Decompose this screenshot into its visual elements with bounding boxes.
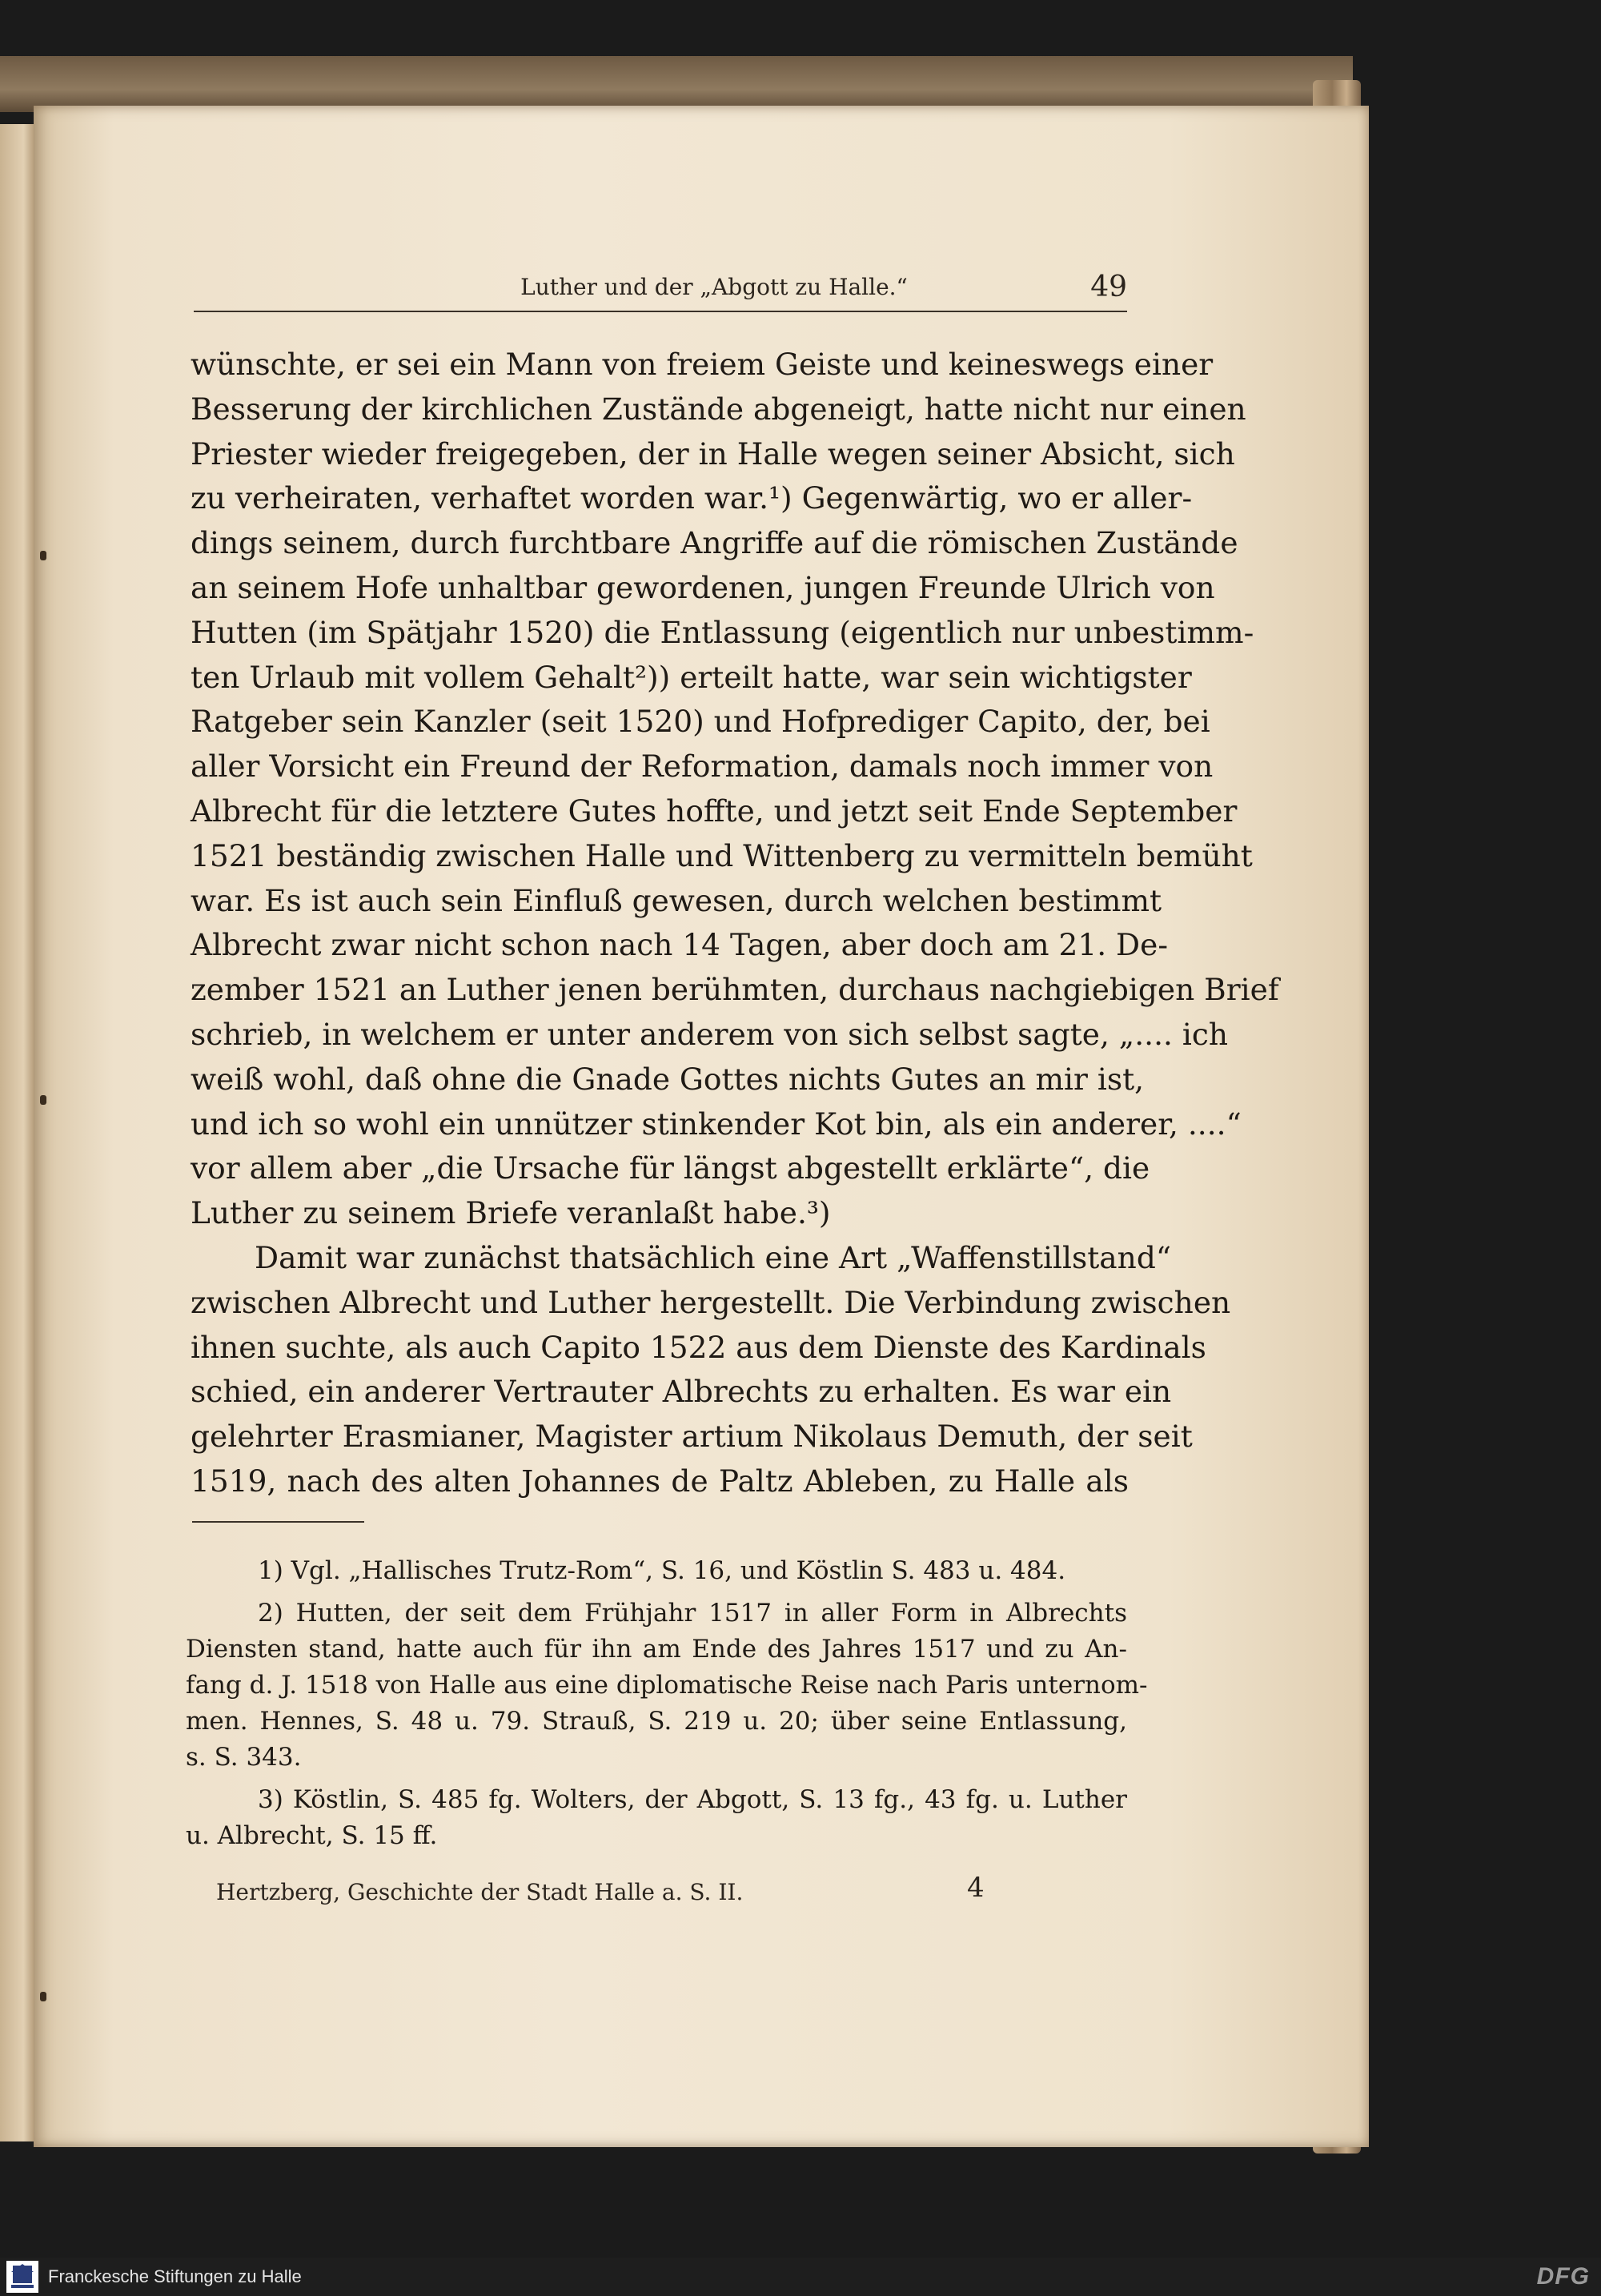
footnotes bbox=[186, 1553, 1148, 1854]
footnote-line: s. S. 343. bbox=[186, 1743, 302, 1772]
text-line: zwischen Albrecht und Luther hergestellt. Die Verbindung zwischen bbox=[191, 1284, 1231, 1320]
text-line: zember 1521 an Luther jenen berühmten, durchaus nachgiebigen Brief bbox=[191, 972, 1279, 1008]
page-number: 49 bbox=[1090, 271, 1127, 303]
left-page-edge bbox=[0, 124, 34, 2141]
text-line: Albrecht für die letztere Gutes hoffte, und jetzt seit Ende September bbox=[191, 793, 1238, 829]
text-line: ten Urlaub mit vollem Gehalt²)) erteilt hatte, war sein wichtigster bbox=[191, 659, 1192, 695]
text-line: Priester wieder freigegeben, der in Halle wegen seiner Absicht, sich bbox=[191, 436, 1235, 472]
text-line: wünschte, er sei ein Mann von freiem Geiste und keineswegs einer bbox=[191, 347, 1214, 382]
text-line: Damit war zunächst thatsächlich eine Art „Waffenstillstand“ bbox=[255, 1239, 1171, 1275]
binding-hole bbox=[40, 1095, 46, 1105]
text-line: ihnen suchte, als auch Capito 1522 aus dem Dienste des Kardinals bbox=[191, 1329, 1206, 1365]
dfg-logo: DFG bbox=[1536, 2263, 1590, 2290]
text-line: an seinem Hofe unhaltbar gewordenen, jungen Freunde Ulrich von bbox=[191, 569, 1215, 605]
binding-hole bbox=[40, 551, 46, 560]
text-line: Albrecht zwar nicht schon nach 14 Tagen, aber doch am 21. De- bbox=[191, 927, 1168, 963]
footnote-line: Diensten stand, hatte auch für ihn am Ende des Jahres 1517 und zu An- bbox=[186, 1635, 1127, 1664]
footnote-line: 3) Köstlin, S. 485 fg. Wolters, der Abgott, S. 13 fg., 43 fg. u. Luther bbox=[258, 1785, 1127, 1814]
text-line: Ratgeber sein Kanzler (seit 1520) und Hofprediger Capito, der, bei bbox=[191, 704, 1210, 740]
text-line: und ich so wohl ein unnützer stinkender Kot bin, als ein anderer, ....“ bbox=[191, 1106, 1242, 1142]
text-line: 1519, nach des alten Johannes de Paltz Ableben, zu Halle als bbox=[191, 1463, 1129, 1499]
footnote-rule bbox=[192, 1521, 364, 1523]
footnote-line: u. Albrecht, S. 15 ff. bbox=[186, 1821, 438, 1850]
text-line: war. Es ist auch sein Einfluß gewesen, durch welchen bestimmt bbox=[191, 882, 1162, 918]
footnote-line: men. Hennes, S. 48 u. 79. Strauß, S. 219 u. 20; über seine Entlassung, bbox=[186, 1707, 1127, 1736]
text-line: weiß wohl, daß ohne die Gnade Gottes nichts Gutes an mir ist, bbox=[191, 1061, 1145, 1097]
text-line: aller Vorsicht ein Freund der Reformation, damals noch immer von bbox=[191, 749, 1214, 785]
body-text bbox=[191, 343, 1279, 1504]
text-line: Hutten (im Spätjahr 1520) die Entlassung (eigentlich nur unbestimm- bbox=[191, 614, 1254, 650]
text-line: Besserung der kirchlichen Zustände abgeneigt, hatte nicht nur einen bbox=[191, 391, 1246, 427]
text-line: zu verheiraten, verhaftet worden war.¹) Gegenwärtig, wo er aller- bbox=[191, 480, 1193, 516]
footnote-line: 1) Vgl. „Hallisches Trutz-Rom“, S. 16, und Köstlin S. 483 u. 484. bbox=[258, 1556, 1066, 1585]
text-line: vor allem aber „die Ursache für längst abgestellt erklärte“, die bbox=[191, 1150, 1150, 1186]
book-cover-top bbox=[0, 56, 1353, 112]
footer-bar bbox=[0, 2258, 1601, 2296]
text-line: schied, ein anderer Vertrauter Albrechts zu erhalten. Es war ein bbox=[191, 1374, 1172, 1410]
text-line: Luther zu seinem Briefe veranlaßt habe.³) bbox=[191, 1195, 831, 1231]
text-line: dings seinem, durch furchtbare Angriffe auf die römischen Zustände bbox=[191, 525, 1238, 561]
footnote-line: 2) Hutten, der seit dem Frühjahr 1517 in aller Form in Albrechts bbox=[258, 1599, 1127, 1628]
institution-logo-icon bbox=[6, 2261, 38, 2293]
footnote-line: fang d. J. 1518 von Halle aus eine diplomatische Reise nach Paris unternom- bbox=[186, 1671, 1148, 1700]
page-header bbox=[194, 271, 1127, 312]
text-line: schrieb, in welchem er unter anderem von sich selbst sagte, „.... ich bbox=[191, 1016, 1228, 1052]
signature-line: Hertzberg, Geschichte der Stadt Halle a. S. II. bbox=[216, 1879, 744, 1905]
institution-name: Franckesche Stiftungen zu Halle bbox=[48, 2266, 302, 2286]
text-line: 1521 beständig zwischen Halle und Wittenberg zu vermitteln bemüht bbox=[191, 837, 1253, 873]
signature-number: 4 bbox=[967, 1872, 985, 1904]
text-line: gelehrter Erasmianer, Magister artium Nikolaus Demuth, der seit bbox=[191, 1419, 1193, 1455]
binding-hole bbox=[40, 1992, 46, 2001]
running-head: Luther und der „Abgott zu Halle.“ bbox=[520, 274, 908, 300]
